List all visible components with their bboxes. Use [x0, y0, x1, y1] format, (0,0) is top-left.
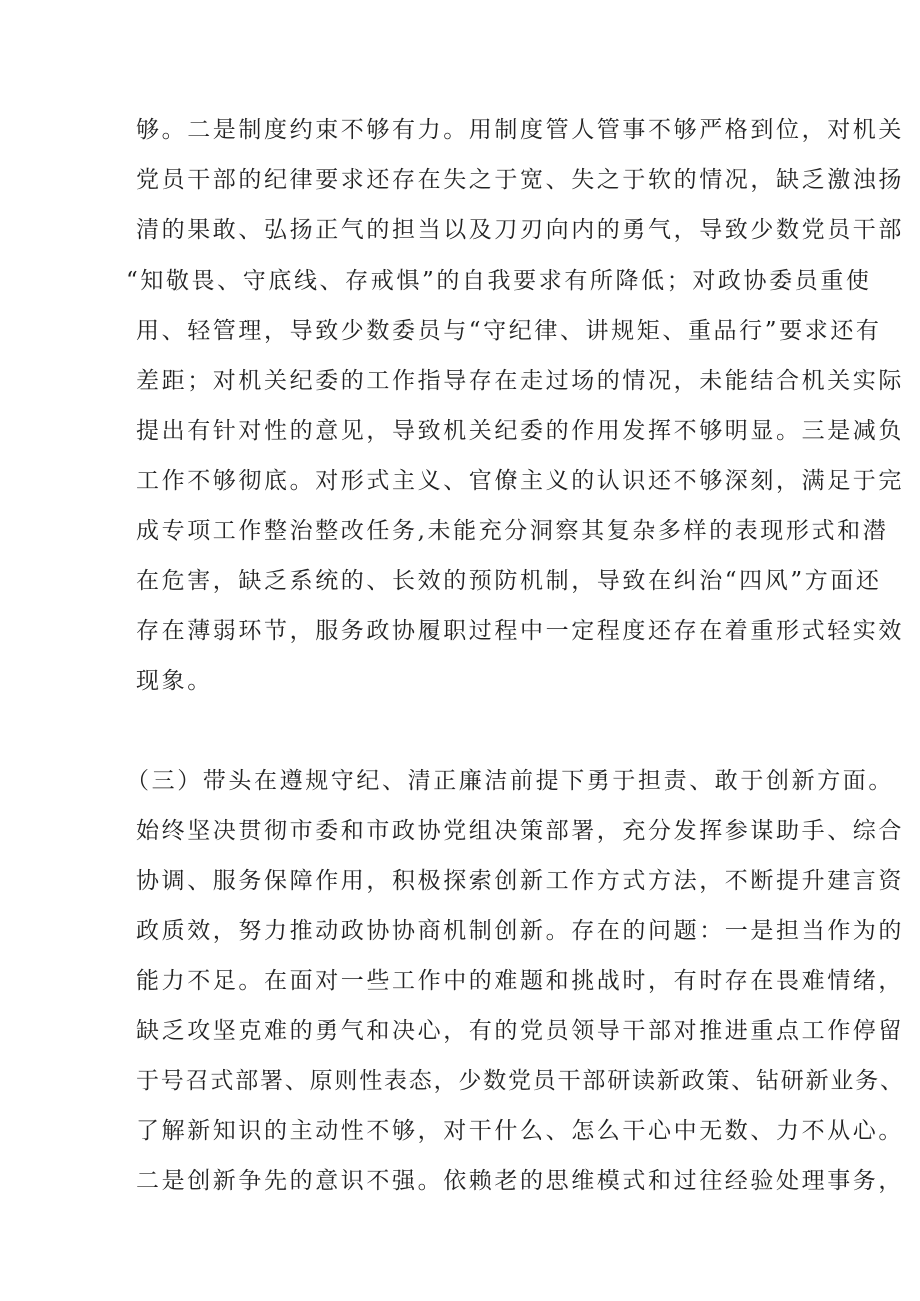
text-line: 够。二是制度约束不够有力。用制度管人管事不够严格到位，对机关 — [136, 117, 904, 143]
text-line: “知敬畏、守底线、存戒惧”的自我要求有所降低；对政协委员重使 — [126, 268, 872, 294]
text-line: 政质效，努力推动政协协商机制创新。存在的问题：一是担当作为的 — [136, 918, 904, 944]
text-line: 清的果敢、弘扬正气的担当以及刀刃向内的勇气，导致少数党员干部 — [136, 217, 904, 243]
text-line: 提出有针对性的意见，导致机关纪委的作用发挥不够明显。三是减负 — [136, 418, 904, 444]
text-line: 成专项工作整治整改任务,未能充分洞察其复杂多样的表现形式和潜 — [136, 518, 889, 544]
text-line: 现象。 — [136, 668, 213, 694]
text-line: 了解新知识的主动性不够，对干什么、怎么干心中无数、力不从心。 — [136, 1118, 904, 1144]
text-line: 存在薄弱环节，服务政协履职过程中一定程度还存在着重形式轻实效 — [136, 618, 904, 644]
text-line: 用、轻管理，导致少数委员与“守纪律、讲规矩、重品行”要求还有 — [136, 318, 882, 344]
text-line: 缺乏攻坚克难的勇气和决心，有的党员领导干部对推进重点工作停留 — [136, 1018, 904, 1044]
text-line: 于号召式部署、原则性表态，少数党员干部研读新政策、钻研新业务、 — [136, 1068, 905, 1094]
section-heading-line: （三）带头在遵规守纪、清正廉洁前提下勇于担责、敢于创新方面。 — [126, 768, 894, 794]
text-line: 二是创新争先的意识不强。依赖老的思维模式和过往经验处理事务， — [136, 1168, 904, 1194]
text-line: 在危害，缺乏系统的、长效的预防机制，导致在纠治“四风”方面还 — [136, 568, 882, 594]
text-line: 协调、服务保障作用，积极探索创新工作方式方法，不断提升建言资 — [136, 868, 904, 894]
text-line: 差距；对机关纪委的工作指导存在走过场的情况，未能结合机关实际 — [136, 368, 904, 394]
text-line: 工作不够彻底。对形式主义、官僚主义的认识还不够深刻，满足于完 — [136, 468, 904, 494]
text-line: 始终坚决贯彻市委和市政协党组决策部署，充分发挥参谋助手、综合 — [136, 818, 904, 844]
text-line: 能力不足。在面对一些工作中的难题和挑战时，有时存在畏难情绪， — [136, 968, 904, 994]
text-line: 党员干部的纪律要求还存在失之于宽、失之于软的情况，缺乏激浊扬 — [136, 167, 904, 193]
